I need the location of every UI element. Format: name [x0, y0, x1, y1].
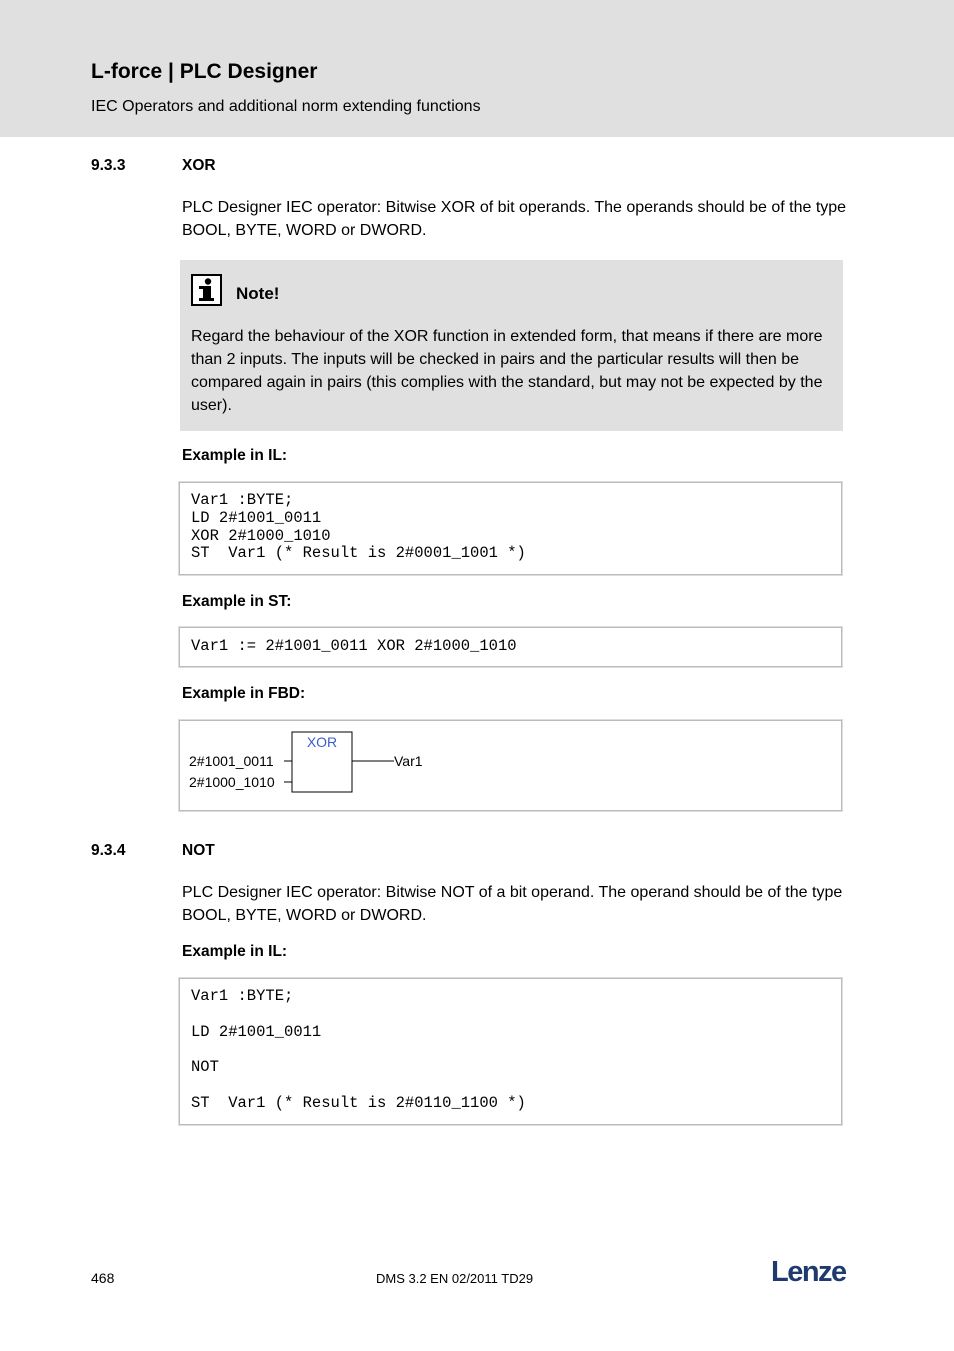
code-line: Var1 :BYTE;	[191, 491, 294, 509]
fbd-input2-label: 2#1000_1010	[189, 774, 275, 790]
code-line: ST Var1 (* Result is 2#0001_1001 *)	[191, 544, 526, 562]
xor-il-label: Example in IL:	[182, 447, 288, 464]
code-line: XOR 2#1000_1010	[191, 527, 331, 545]
not-description: PLC Designer IEC operator: Bitwise NOT of a bit operand. The operand should be of the type BOOL, BYTE, WORD or DWORD.	[182, 884, 843, 924]
xor-fbd-label: Example in FBD:	[182, 685, 306, 702]
note-box	[180, 260, 843, 431]
document-subtitle: IEC Operators and additional norm extending functions	[91, 98, 481, 115]
code-line: LD 2#1001_0011	[191, 509, 322, 527]
not-il-label: Example in IL:	[182, 943, 288, 960]
code-line: ST Var1 (* Result is 2#0110_1100 *)	[191, 1094, 526, 1112]
note-heading: Note!	[236, 284, 280, 303]
section-title-xor: XOR	[182, 157, 216, 174]
document-reference: DMS 3.2 EN 02/2011 TD29	[376, 1271, 534, 1286]
fbd-output-label: Var1	[394, 753, 423, 769]
section-number-xor: 9.3.3	[91, 157, 126, 174]
fbd-input1-label: 2#1001_0011	[189, 753, 274, 769]
info-icon	[191, 274, 222, 306]
xor-il-code-box	[179, 482, 842, 575]
lenze-logo: Lenze	[771, 1256, 846, 1288]
document-title: L-force | PLC Designer	[91, 60, 318, 83]
section-title-not: NOT	[182, 842, 215, 859]
note-text: Regard the behaviour of the XOR function in extended form, that means if there are more than 2 inputs. The inputs will be checked in pairs and the particular results will then be compared again in pairs (this complies with the standard, but may not be expected by the user).	[191, 328, 823, 414]
code-line: NOT	[191, 1058, 219, 1076]
code-line: Var1 :BYTE;	[191, 987, 294, 1005]
code-line: Var1 := 2#1001_0011 XOR 2#1000_1010	[191, 637, 517, 655]
page-number: 468	[91, 1270, 115, 1286]
xor-fbd-diagram	[179, 720, 842, 811]
not-il-code-box	[179, 978, 842, 1125]
code-line: LD 2#1001_0011	[191, 1023, 322, 1041]
xor-description: PLC Designer IEC operator: Bitwise XOR of bit operands. The operands should be of the type BOOL, BYTE, WORD or DWORD.	[182, 199, 847, 239]
xor-st-label: Example in ST:	[182, 593, 292, 610]
section-number-not: 9.3.4	[91, 842, 126, 859]
fbd-block-name: XOR	[306, 734, 338, 750]
xor-st-code-box	[179, 627, 842, 667]
